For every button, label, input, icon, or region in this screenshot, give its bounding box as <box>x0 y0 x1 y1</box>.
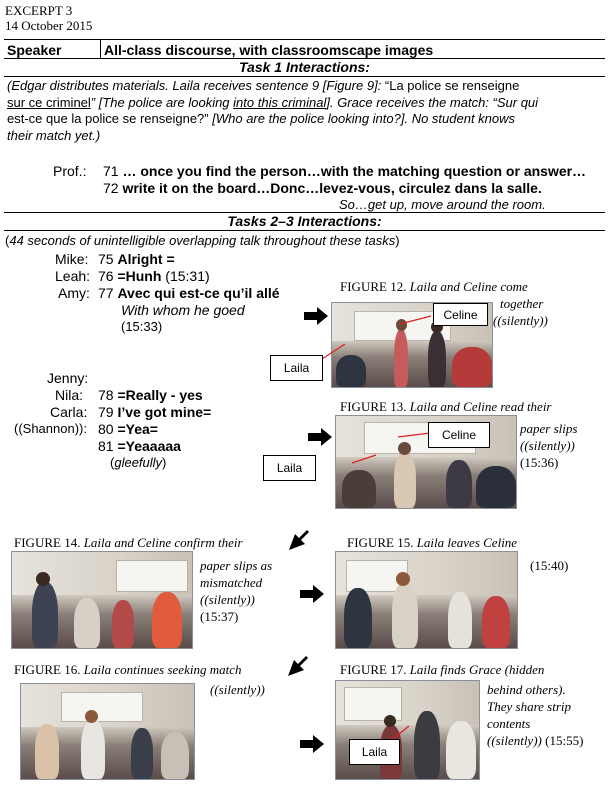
line-71-num: 71 <box>103 163 119 179</box>
line-77-text: Avec qui est-ce qu’il allé <box>117 285 280 301</box>
figure-17-time: (15:55) <box>541 733 584 748</box>
figure-17-cap4: contents <box>487 716 531 731</box>
task1-para-l4: their match yet.) <box>7 127 101 143</box>
figure-13-caption <box>340 399 552 415</box>
discourse-column-header: All-class discourse, with classroomscape images <box>104 42 434 58</box>
figure-14-arrow-icon <box>287 530 311 552</box>
figure-14-photo <box>11 551 193 649</box>
figure-12-label-celine: Celine <box>433 303 488 326</box>
line-80 <box>98 421 158 437</box>
figure-17-cap2: behind others). <box>487 682 566 697</box>
tasks23-note <box>5 233 400 248</box>
excerpt-date: 14 October 2015 <box>5 18 93 33</box>
speaker-mike: Mike: <box>55 251 89 267</box>
line-81 <box>98 438 181 454</box>
figure-14-cap2: paper slips as <box>200 558 273 573</box>
line-79-num: 79 <box>98 404 114 420</box>
line-78-text: =Really - yes <box>117 387 203 403</box>
task1-heading-border <box>4 76 605 77</box>
line-72-gloss: So…get up, move around the room. <box>339 197 546 212</box>
figure-12-num: FIGURE 12. <box>340 279 407 294</box>
line-75 <box>98 251 175 267</box>
task1-para-l2a: sur ce criminel <box>7 94 91 110</box>
task1-para-l2d: ]. Grace receives the match: “Sur qui <box>326 94 539 110</box>
line-81-gloss-text: gleefully <box>114 455 163 470</box>
speaker-leah: Leah: <box>55 268 91 284</box>
figure-12-cap2: together <box>500 296 544 311</box>
task1-para-l1a: (Edgar distributes materials. Laila receives sentence 9 [Figure 9]: <box>7 78 385 93</box>
line-78 <box>98 387 203 403</box>
figure-12-cap3: ((silently)) <box>493 313 548 328</box>
task1-paragraph <box>7 78 607 144</box>
figure-13-num: FIGURE 13. <box>340 399 407 414</box>
line-79 <box>98 404 211 420</box>
line-72-num: 72 <box>103 180 119 196</box>
figure-12-label-laila: Laila <box>270 355 323 381</box>
speaker-carla: Carla: <box>50 404 88 420</box>
prof-speaker: Prof.: <box>53 163 87 179</box>
line-76 <box>98 268 210 284</box>
figure-14-num: FIGURE 14. <box>14 535 81 550</box>
figure-14-cap3: mismatched <box>200 575 263 590</box>
figure-12-caption <box>340 279 528 295</box>
figure-13-cap3: ((silently)) <box>520 438 575 453</box>
speaker-col-divider <box>100 40 101 58</box>
line-77-num: 77 <box>98 285 114 301</box>
line-79-text: I’ve got mine= <box>117 404 212 420</box>
figure-13-time: (15:36) <box>520 455 559 470</box>
line-75-num: 75 <box>98 251 114 267</box>
line-72-text: write it on the board…Donc…levez-vous, circulez dans la salle. <box>122 180 542 196</box>
table-top-border <box>4 39 605 40</box>
speaker-jenny: Jenny: <box>47 370 89 386</box>
figure-17-num: FIGURE 17. <box>340 662 407 677</box>
figure-13-pointer-lines <box>300 425 440 485</box>
task1-para-l2c: into this criminal <box>233 94 327 110</box>
figure-13-label-laila: Laila <box>263 455 316 481</box>
line-81-num: 81 <box>98 438 114 454</box>
line-81-gloss <box>110 455 166 470</box>
speaker-nila: Nila: <box>55 387 84 403</box>
figure-16-caption <box>14 662 241 678</box>
line-75-text: Alright = <box>117 251 175 267</box>
figure-17-cap1: Laila finds Grace (hidden <box>409 662 545 677</box>
tasks23-note-close: ) <box>395 233 400 248</box>
line-77-time: (15:33) <box>121 319 163 334</box>
speaker-shannon: ((Shannon)): <box>14 421 87 436</box>
tasks23-heading: Tasks 2–3 Interactions: <box>227 213 382 229</box>
figure-14-caption <box>14 535 243 551</box>
line-71 <box>103 163 586 179</box>
figure-15-arrow-icon <box>300 585 324 603</box>
figure-13-label-celine: Celine <box>428 422 490 448</box>
line-76-num: 76 <box>98 268 114 284</box>
figure-17-arrow-icon <box>300 735 324 753</box>
line-81-gloss-close: ) <box>162 455 167 470</box>
figure-15-photo <box>335 551 518 649</box>
figure-14-time: (15:37) <box>200 609 239 624</box>
task1-heading: Task 1 Interactions: <box>239 59 370 75</box>
figure-13-cap1: Laila and Celine read their <box>409 399 552 414</box>
figure-15-caption <box>347 535 517 551</box>
figure-16-arrow-icon <box>286 656 310 678</box>
line-80-num: 80 <box>98 421 114 437</box>
line-76-time: (15:31) <box>161 268 210 284</box>
figure-16-cap2: ((silently)) <box>210 682 265 697</box>
line-72 <box>103 180 542 196</box>
figure-16-photo <box>20 683 195 780</box>
line-78-num: 78 <box>98 387 114 403</box>
figure-17-label-laila: Laila <box>349 739 400 765</box>
line-77-gloss: With whom he goed <box>121 302 245 318</box>
task1-para-l2b: ” [The police are looking <box>90 94 234 110</box>
tasks23-note-open: ( <box>5 233 10 248</box>
figure-15-time: (15:40) <box>530 558 569 573</box>
task1-para-l3c: . No student knows <box>404 111 516 126</box>
figure-17-cap5-line <box>487 733 583 749</box>
figure-16-cap1: Laila continues seeking match <box>83 662 242 677</box>
speaker-amy: Amy: <box>58 285 90 301</box>
line-81-text: =Yeaaaaa <box>117 438 181 454</box>
figure-15-num: FIGURE 15. <box>347 535 414 550</box>
figure-14-cap1: Laila and Celine confirm their <box>83 535 243 550</box>
line-76-text: =Hunh <box>117 268 162 284</box>
speaker-column-header: Speaker <box>7 42 62 58</box>
task1-para-l3a: est-ce que la police se renseigne?” <box>7 111 213 126</box>
task1-para-l1b: “La police se renseigne <box>384 78 520 93</box>
line-80-text: =Yea= <box>117 421 158 437</box>
figure-17-caption <box>340 662 544 678</box>
line-81-gloss-open: ( <box>110 455 115 470</box>
figure-16-num: FIGURE 16. <box>14 662 81 677</box>
tasks23-heading-border <box>4 230 605 231</box>
task1-para-l3b: [Who are the police looking into?] <box>212 111 405 126</box>
figure-17-cap3: They share strip <box>487 699 572 714</box>
line-77 <box>98 285 280 301</box>
figure-15-cap1: Laila leaves Celine <box>416 535 518 550</box>
line-71-text: … once you find the person…with the matching question or answer… <box>122 163 587 179</box>
figure-13-cap2: paper slips <box>520 421 578 436</box>
figure-14-cap4: ((silently)) <box>200 592 255 607</box>
figure-17-cap5: ((silently)) <box>487 733 542 748</box>
tasks23-note-text: 44 seconds of unintelligible overlapping talk throughout these tasks <box>9 233 396 248</box>
figure-12-cap1: Laila and Celine come <box>409 279 528 294</box>
excerpt-title: EXCERPT 3 <box>5 3 73 18</box>
